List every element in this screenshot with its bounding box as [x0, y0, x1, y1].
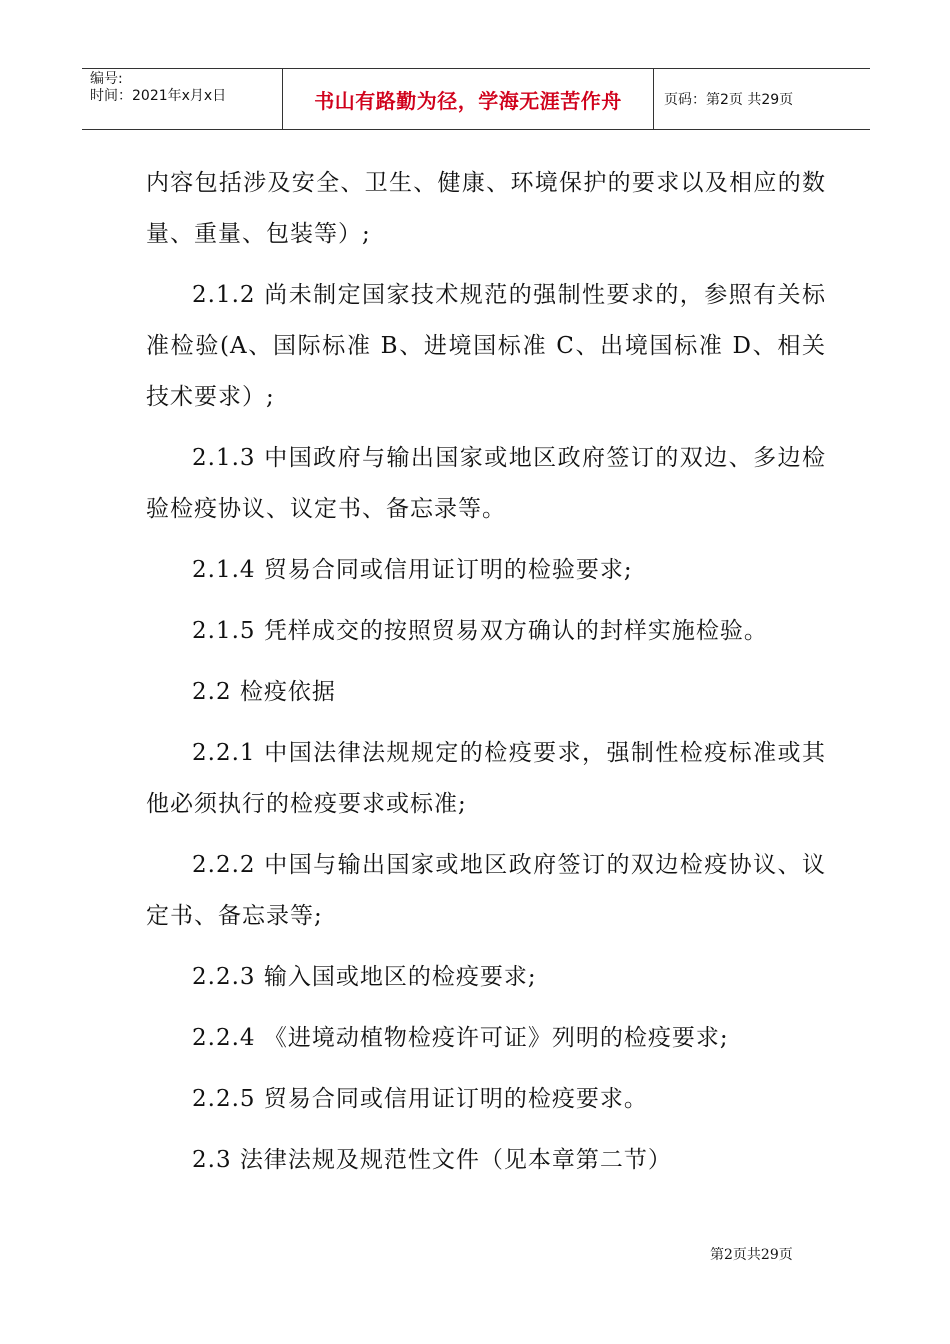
header-page-cell	[654, 69, 870, 129]
section-heading: 2.3 法律法规及规范性文件（见本章第二节）	[192, 1147, 672, 1173]
document-time-label: 时间：2021年x月x日	[90, 88, 227, 104]
paragraph: 内容包括涉及安全、卫生、健康、环境保护的要求以及相应的数量、重量、包装等）;	[146, 170, 826, 247]
paragraph: 2.2.2 中国与输出国家或地区政府签订的双边检疫协议、议定书、备忘录等;	[146, 852, 826, 929]
paragraph: 2.1.2 尚未制定国家技术规范的强制性要求的，参照有关标准检验(A、国际标准 B、进境国标准 C、出境国标准 D、相关技术要求）;	[146, 282, 826, 410]
header-page-number: 页码：第2页 共29页	[664, 92, 794, 108]
document-number-label: 编号:	[90, 71, 123, 87]
paragraph: 2.1.4 贸易合同或信用证订明的检验要求;	[192, 557, 633, 583]
page-footer: 第2页共29页	[710, 1247, 793, 1263]
paragraph: 2.2.5 贸易合同或信用证订明的检疫要求。	[192, 1086, 648, 1112]
paragraph: 2.2.3 输入国或地区的检疫要求;	[192, 964, 537, 990]
header-motto-cell	[282, 69, 654, 129]
document-body	[146, 158, 826, 1196]
page-header	[82, 68, 870, 130]
paragraph: 2.1.5 凭样成交的按照贸易双方确认的封样实施检验。	[192, 618, 768, 644]
paragraph: 2.1.3 中国政府与输出国家或地区政府签订的双边、多边检验检疫协议、议定书、备忘录等。	[146, 445, 826, 522]
paragraph: 2.2.4 《进境动植物检疫许可证》列明的检疫要求;	[192, 1025, 729, 1051]
paragraph: 2.2.1 中国法律法规规定的检疫要求，强制性检疫标准或其他必须执行的检疫要求或标准;	[146, 740, 826, 817]
header-left-cell	[82, 69, 282, 129]
header-motto: 书山有路勤为径，学海无涯苦作舟	[314, 88, 622, 113]
section-heading: 2.2 检疫依据	[192, 679, 336, 705]
